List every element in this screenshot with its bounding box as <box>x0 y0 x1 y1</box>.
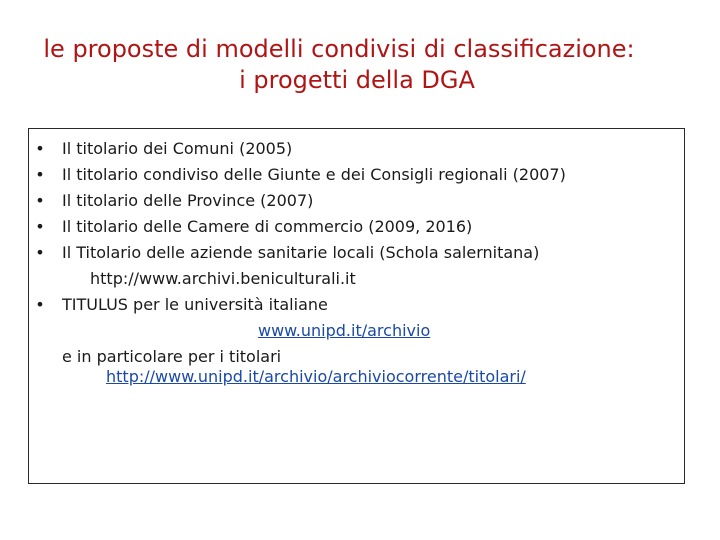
list-item-text: Il Titolario delle aziende sanitarie locali (Schola salernitana) <box>62 243 540 262</box>
list-item-text: Il titolario delle Camere di commercio (2009, 2016) <box>62 217 473 236</box>
list-item-text: Il titolario delle Province (2007) <box>62 191 314 210</box>
list-item <box>28 188 688 214</box>
bullet-icon: • <box>35 139 45 158</box>
list-item <box>28 214 688 240</box>
list-item <box>28 292 688 318</box>
bullet-icon: • <box>35 191 45 210</box>
titolari-link[interactable]: http://www.unipd.it/archivio/archiviocorrente/titolari/ <box>106 367 526 386</box>
list-item <box>28 162 688 188</box>
unipd-archivio-link[interactable]: www.unipd.it/archivio <box>258 321 431 340</box>
list-item <box>28 136 688 162</box>
bullet-icon: • <box>35 217 45 236</box>
list-item <box>28 240 688 266</box>
sub-line <box>28 318 688 344</box>
bullet-list <box>28 136 688 396</box>
sub-line <box>28 266 688 292</box>
bullet-icon: • <box>35 295 45 314</box>
title-line-1: le proposte di modelli condivisi di classificazione: <box>43 35 635 63</box>
list-item-text: Il titolario dei Comuni (2005) <box>62 139 293 158</box>
bullet-icon: • <box>35 165 45 184</box>
bullet-icon: • <box>35 243 45 262</box>
slide-title <box>0 34 720 96</box>
sub-line <box>28 367 688 396</box>
list-item-text: TITULUS per le università italiane <box>62 295 328 314</box>
particolare-text: e in particolare per i titolari <box>62 347 282 366</box>
archivi-url-text: http://www.archivi.beniculturali.it <box>90 269 356 288</box>
title-line-2: i progetti della DGA <box>239 66 475 94</box>
list-item-text: Il titolario condiviso delle Giunte e dei Consigli regionali (2007) <box>62 165 566 184</box>
